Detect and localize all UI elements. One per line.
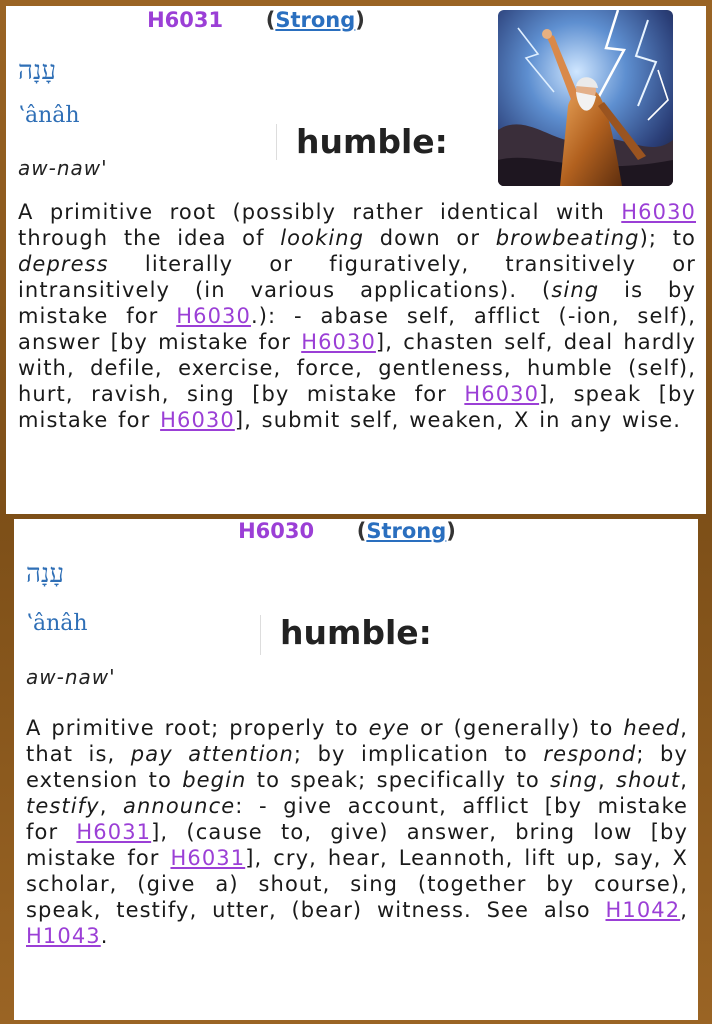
emphasized-term: announce [123, 794, 236, 818]
pronunciation: aw-naw' [18, 156, 108, 180]
definition-fragment: through the idea of [18, 226, 281, 250]
entry-header: H6030 (Strong) [238, 519, 456, 543]
cross-reference-link[interactable]: H6030 [160, 408, 235, 432]
entry-card-h6030 [14, 519, 698, 1020]
definition-fragment: : - give account, afflict [by mistake for [26, 794, 688, 844]
divider [260, 615, 261, 655]
entry-card-h6031 [6, 6, 706, 514]
cross-reference-link[interactable]: H6030 [621, 200, 696, 224]
definition-fragment: , [680, 768, 688, 792]
hebrew-word: עָנָה [18, 56, 57, 86]
definition-fragment: A primitive root; properly to [26, 716, 369, 740]
definition-fragment: . [100, 924, 109, 948]
emphasized-term: depress [18, 252, 109, 276]
cross-reference-link[interactable]: H6031 [76, 820, 152, 844]
transliteration: ʽânâh [18, 103, 80, 128]
definition-fragment: ], chasten self, deal hardly with, defile, exercise, force, gentleness, humble (self), hurt, ravish, sing [by mistake for [18, 330, 697, 406]
definition-fragment: A primitive root (possibly rather identical with [18, 200, 622, 224]
definition-fragment: , [99, 794, 124, 818]
definition-fragment: , [680, 898, 688, 922]
definition-fragment: , [597, 768, 617, 792]
emphasized-term: pay attention [130, 742, 294, 766]
cross-reference-link[interactable]: H6031 [170, 846, 246, 870]
definition-fragment: is by mistake for [18, 278, 697, 328]
gloss-word: humble: [296, 122, 448, 161]
definition-fragment: or (generally) to [410, 716, 624, 740]
definition-fragment: ); to [639, 226, 696, 250]
strong-link[interactable]: Strong [275, 8, 356, 32]
emphasized-term: sing [551, 278, 600, 302]
emphasized-term: respond [543, 742, 637, 766]
emphasized-term: eye [368, 716, 411, 740]
definition-fragment: ], submit self, weaken, X in any wise. [234, 408, 682, 432]
definition-fragment: literally or figuratively, transitively or intransitively (in various applications). ( [18, 252, 696, 302]
emphasized-term: looking [280, 226, 365, 250]
definition-fragment: to speak; specifically to [246, 768, 551, 792]
emphasized-term: sing [550, 768, 598, 792]
strong-number: H6031 [147, 8, 224, 32]
entry-header: H6031 (Strong) [147, 8, 365, 32]
emphasized-term: shout [616, 768, 681, 792]
emphasized-term: heed [623, 716, 681, 740]
pronunciation: aw-naw' [26, 665, 116, 689]
definition-fragment: ], cry, hear, Leannoth, lift up, say, X scholar, (give a) shout, sing (together by course), speak, testify, utter, (bear) witness. See also [26, 846, 689, 922]
definition-fragment: ; by implication to [293, 742, 544, 766]
definition-fragment: down or [364, 226, 496, 250]
emphasized-term: browbeating [495, 226, 640, 250]
emphasized-term: begin [182, 768, 247, 792]
cross-reference-link[interactable]: H6030 [176, 304, 251, 328]
prophet-lightning-illustration [498, 10, 673, 186]
cross-reference-link[interactable]: H6030 [301, 330, 376, 354]
definition-fragment: ; by extension to [26, 742, 688, 792]
definition-fragment: ], speak [by mistake for [18, 382, 697, 432]
divider [276, 124, 277, 160]
definition-text [18, 199, 696, 433]
definition-text [26, 715, 688, 949]
emphasized-term: testify [26, 794, 100, 818]
definition-fragment: ], (cause to, give) answer, bring low [by mistake for [26, 820, 688, 870]
strong-number: H6030 [238, 519, 315, 543]
definition-fragment: .): - abase self, afflict (-ion, self), answer [by mistake for [18, 304, 696, 354]
transliteration: ʽânâh [26, 611, 88, 636]
cross-reference-link[interactable]: H1043 [26, 924, 101, 948]
cross-reference-link[interactable]: H6030 [464, 382, 540, 406]
cross-reference-link[interactable]: H1042 [605, 898, 681, 922]
gloss-word: humble: [280, 613, 432, 652]
hebrew-word: עָנָה [26, 559, 65, 589]
definition-fragment: , that is, [26, 716, 688, 766]
strong-link[interactable]: Strong [366, 519, 447, 543]
